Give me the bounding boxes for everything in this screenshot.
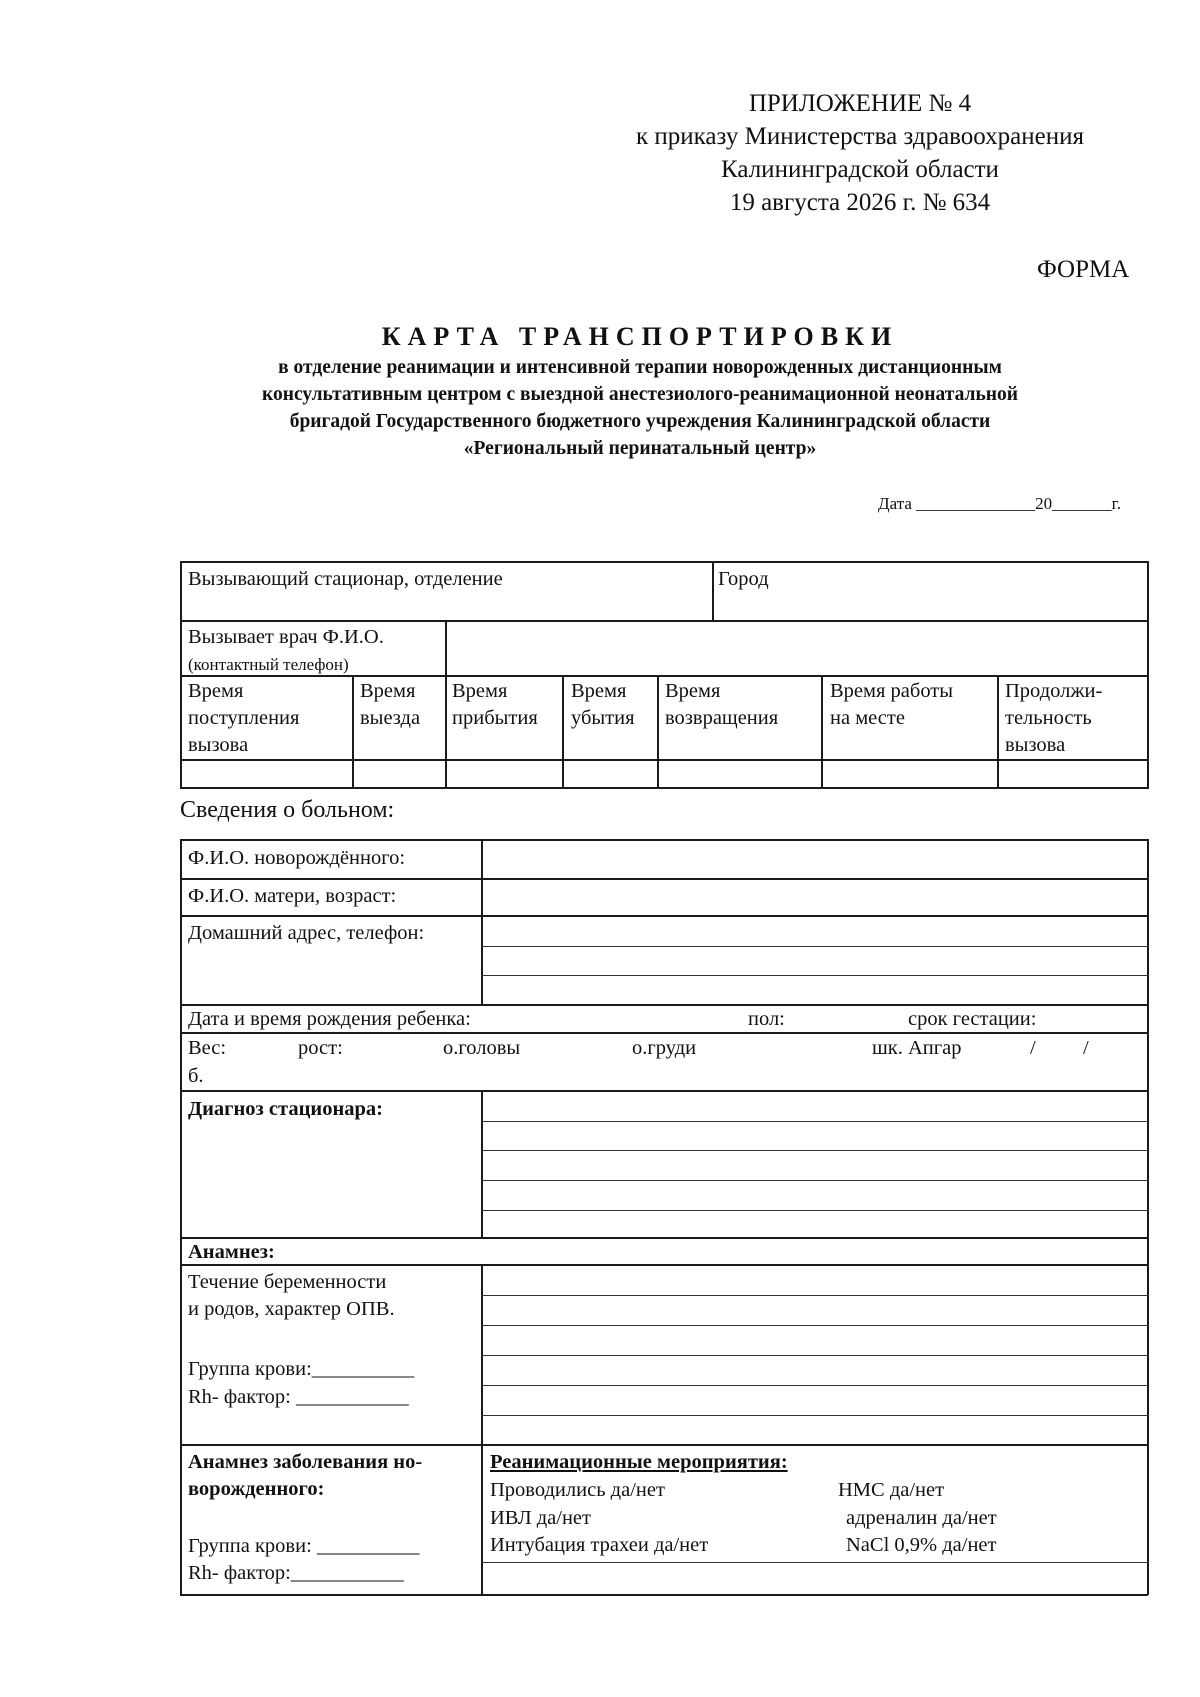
appendix-header [600,87,1120,219]
resuscitation-performed: Проводились да/нет [490,1479,665,1501]
head-circumference-label: о.головы [443,1037,521,1059]
subtitle-line-4: «Региональный перинатальный центр» [463,438,817,459]
date-suffix: г. [1111,494,1121,513]
home-address-label: Домашний адрес, телефон: [188,922,425,944]
document-title: КАРТА ТРАНСПОРТИРОВКИ [381,322,899,351]
mother-name-label: Ф.И.О. матери, возраст: [188,885,397,907]
call-received-time-header: Время поступления вызова [188,680,300,756]
birth-datetime-label: Дата и время рождения ребенка: [188,1008,471,1030]
return-time-header: Время возвращения [665,680,779,729]
apgar-label: шк. Апгар [872,1037,962,1059]
height-label: рост: [298,1037,343,1059]
departure-time-cell[interactable] [354,761,443,786]
cardiac-massage: НМС да/нет [838,1479,945,1501]
arrival-time-cell[interactable] [447,761,560,786]
adrenaline: адреналин да/нет [846,1507,997,1529]
score-suffix: б. [188,1065,204,1087]
leaving-time-header: Время убытия [571,680,635,729]
appendix-number: ПРИЛОЖЕНИЕ № 4 [748,90,972,117]
apgar-slash-2: / [1083,1037,1089,1059]
weight-label: Вес: [188,1037,227,1059]
intubation: Интубация трахеи да/нет [490,1534,709,1556]
document-subtitle [130,354,1150,462]
mother-blood-group-field[interactable]: Группа крови:__________ [188,1358,415,1380]
forma-label: ФОРМА [1037,256,1130,283]
apgar-slash-1: / [1030,1037,1036,1059]
order-line-2: Калининградской области [721,156,999,183]
newborn-disease-anamnesis-label: Анамнез заболевания но- ворожденного: [188,1451,423,1500]
calling-doctor-phone-label: (контактный телефон) [188,655,349,674]
date-label: Дата [878,494,912,513]
newborn-blood-group-field[interactable]: Группа крови: __________ [188,1535,420,1557]
call-received-time-cell[interactable] [182,761,350,786]
onsite-time-cell[interactable] [823,761,995,786]
subtitle-line-3: бригадой Государственного бюджетного учреждения Калининградской области [289,411,991,432]
order-line-3: 19 августа 2026 г. № 634 [729,189,991,216]
patient-section-heading: Сведения о больном: [180,797,395,823]
chest-circumference-label: о.груди [632,1037,697,1059]
sex-label: пол: [748,1008,785,1030]
date-year-prefix: 20 [1035,494,1053,513]
saline: NaCl 0,9% да/нет [846,1534,997,1556]
resuscitation-heading: Реанимационные мероприятия: [490,1451,788,1473]
diagnosis-label: Диагноз стационара: [188,1098,383,1120]
newborn-name-label: Ф.И.О. новорождённого: [188,847,406,869]
ventilation: ИВЛ да/нет [490,1507,591,1529]
date-year-blank[interactable]: _______ [1052,494,1112,513]
call-duration-header: Продолжи- тельность вызова [1005,680,1103,756]
calling-hospital-label: Вызывающий стационар, отделение [188,568,503,590]
return-time-cell[interactable] [659,761,819,786]
gestation-label: срок гестации: [908,1008,1037,1030]
order-line-1: к приказу Министерства здравоохранения [635,123,1085,150]
subtitle-line-1: в отделение реанимации и интенсивной терапии новорожденных дистанционным [278,357,1002,378]
onsite-time-header: Время работы на месте [830,680,954,729]
city-label: Город [718,568,769,590]
mother-rh-factor-field[interactable]: Rh- фактор: ___________ [188,1386,409,1408]
newborn-rh-factor-field[interactable]: Rh- фактор:___________ [188,1562,404,1584]
date-line [878,494,1121,514]
call-duration-cell[interactable] [999,761,1145,786]
pregnancy-course-label: Течение беременности и родов, характер ОПВ. [188,1271,395,1320]
date-blank[interactable]: ______________ [916,494,1036,513]
calling-doctor-label: Вызывает врач Ф.И.О. [188,626,384,648]
leaving-time-cell[interactable] [564,761,655,786]
subtitle-line-2: консультативным центром с выездной анестезиолого-реанимационной неонатальной [261,384,1018,405]
arrival-time-header: Время прибытия [452,680,538,729]
anamnesis-label: Анамнез: [188,1241,275,1263]
departure-time-header: Время выезда [360,680,421,729]
